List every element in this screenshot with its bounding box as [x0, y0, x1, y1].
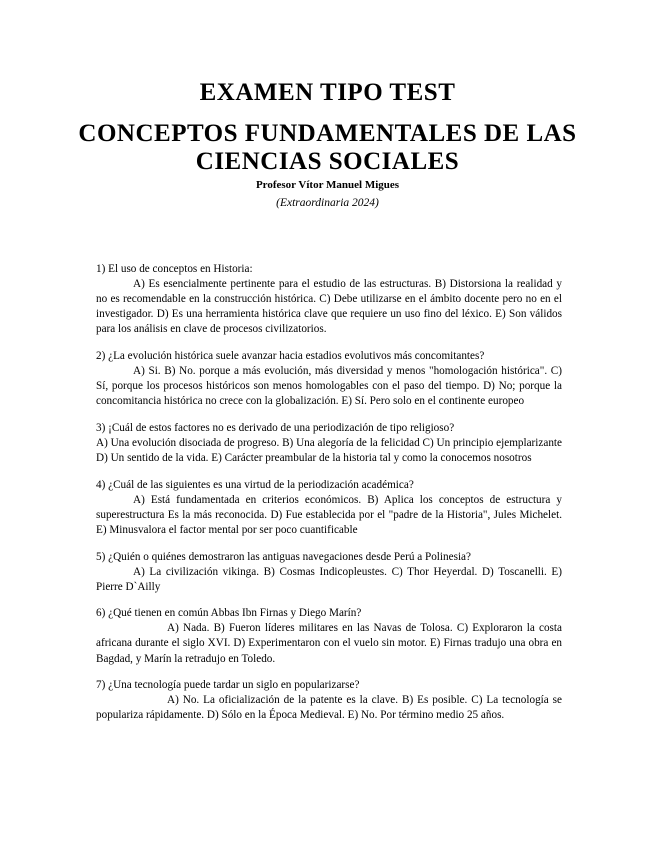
author-line: Profesor Vítor Manuel Migues	[255, 179, 400, 191]
question-2	[96, 349, 562, 409]
question-text: 5) ¿Quién o quiénes demostraron las antiguas navegaciones desde Perú a Polinesia?	[96, 550, 471, 563]
question-options: A) Una evolución disociada de progreso. B) Una alegoría de la felicidad C) Un principio ejemplarizante D) Un sentido de la vida. E) Carácter preambular de la historia tal y como la conocemos nosotros	[96, 436, 562, 465]
question-options: A) No. La oficialización de la patente es la clave. B) Es posible. C) La tecnología se populariza rápidamente. D) Sólo en la Época Medieval. E) No. Por término medio 25 años.	[96, 694, 562, 722]
question-3	[96, 421, 562, 466]
question-options: A) Nada. B) Fueron líderes militares en las Navas de Tolosa. C) Exploraron la costa africana durante el siglo XVI. D) Experimentaron con el vuelo sin motor. E) Firnas tradujo una obra en Bagdad, y Marín la retradujo en Toledo.	[96, 622, 562, 665]
question-text: 1) El uso de conceptos en Historia:	[96, 263, 253, 275]
question-1	[96, 262, 562, 337]
question-options: A) Es esencialmente pertinente para el estudio de las estructuras. B) Distorsiona la realidad y no es recomendable en la construcción histórica. C) Debe utilizarse en el ámbito docente pero no en el investigador. D) Es una herramienta histórica clave que requiere un uso fino del léxico. E) Son válidos para los análisis en clave de procesos civilizatorios.	[96, 278, 562, 336]
question-4	[96, 478, 562, 538]
question-text: 7) ¿Una tecnología puede tardar un siglo en popularizarse?	[96, 679, 360, 692]
question-options: A) Está fundamentada en criterios económicos. B) Aplica los conceptos de estructura y superestructura Es la más reconocida. D) Fue establecida por el "padre de la Historia", Jules Michelet. E) Minusvalora el factor mental por ser poco cuantificable	[96, 493, 562, 536]
question-7	[96, 678, 562, 723]
question-text: 3) ¡Cuál de estos factores no es derivado de una periodización de tipo religioso?	[96, 421, 455, 434]
edition-line: (Extraordinaria 2024)	[276, 197, 379, 209]
question-5	[96, 550, 562, 595]
question-text: 2) ¿La evolución histórica suele avanzar hacia estadios evolutivos más concomitantes?	[96, 349, 485, 362]
question-text: 6) ¿Qué tienen en común Abbas Ibn Firnas y Diego Marín?	[96, 607, 362, 620]
question-options: A) La civilización vikinga. B) Cosmas Indicopleustes. C) Thor Heyerdal. D) Toscanelli. E) Pierre D`Ailly	[96, 565, 562, 593]
exam-title: EXAMEN TIPO TEST	[199, 79, 456, 106]
question-text: 4) ¿Cuál de las siguientes es una virtud de la periodización académica?	[96, 478, 414, 491]
question-options: A) Si. B) No. porque a más evolución, más diversidad y menos "homologación histórica". C) Sí, porque los procesos históricos son menos homologables con el paso del tiempo. D) No; porque la concomitancia histórica no crece con la globalización. E) Sí. Pero solo en el continente europeo	[96, 365, 562, 408]
question-6	[96, 606, 562, 666]
question-list	[96, 262, 562, 735]
course-title: CONCEPTOS FUNDAMENTALES DE LAS CIENCIAS SOCIALES	[78, 120, 577, 175]
